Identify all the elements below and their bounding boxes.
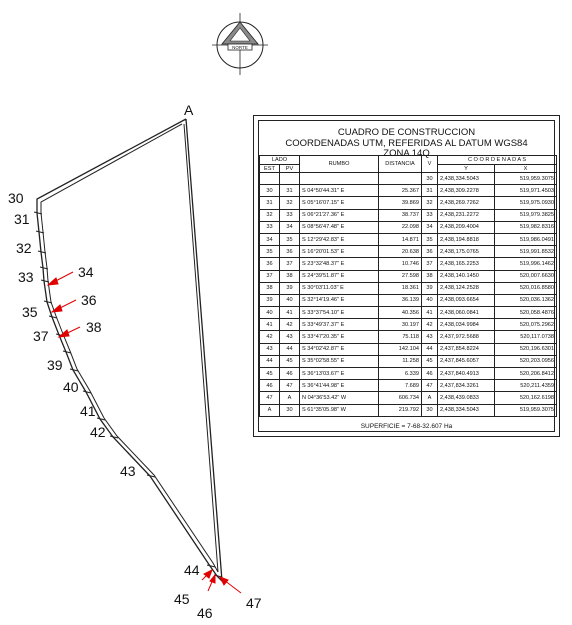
cell-est: 35 [260, 246, 280, 258]
cell-x: 520,211.4359 [495, 380, 557, 392]
cell-v: 39 [422, 282, 438, 294]
cell-dist: 22.098 [379, 221, 422, 233]
cell-y: 2,438,034.9984 [438, 319, 495, 331]
cell-rumbo: S 24°39'51.87" E [300, 270, 379, 282]
cell-est: 42 [260, 331, 280, 343]
cell-est: 34 [260, 233, 280, 245]
cell-pv: 35 [280, 233, 300, 245]
cell-y: 2,438,060.0841 [438, 307, 495, 319]
cell-y: 2,438,124.2528 [438, 282, 495, 294]
cell-dist: 39.869 [379, 197, 422, 209]
header-coordenadas: C O O R D E N A D A S [438, 156, 557, 165]
construction-table [258, 120, 555, 432]
cell-pv: 40 [280, 294, 300, 306]
cell-x: 519,986.0491 [495, 233, 557, 245]
cell-x: 520,203.0956 [495, 355, 557, 367]
north-label: NORTE [232, 45, 248, 50]
cell-est: 32 [260, 209, 280, 221]
cell-x: 519,979.3825 [495, 209, 557, 221]
vertex-label-39: 39 [47, 357, 63, 373]
leader-arrows [48, 272, 241, 593]
cell-est: 31 [260, 197, 280, 209]
cell-est: 40 [260, 307, 280, 319]
cell-y: 2,437,854.8224 [438, 343, 495, 355]
cell-x: 520,196.6301 [495, 343, 557, 355]
cell-est: 46 [260, 380, 280, 392]
table-row [260, 209, 557, 221]
vertex-label-43: 43 [120, 463, 136, 479]
cell-v: 44 [422, 343, 438, 355]
cell-dist: 30.197 [379, 319, 422, 331]
cell-rumbo: S 30°03'11.03" E [300, 282, 379, 294]
table-row [260, 404, 557, 416]
cell-v: 32 [422, 197, 438, 209]
cell-v: 45 [422, 355, 438, 367]
cell-y: 2,438,309.2278 [438, 185, 495, 197]
cell-v: 36 [422, 246, 438, 258]
cell-v: 30 [422, 404, 438, 416]
cell-dist: 27.598 [379, 270, 422, 282]
cell-v: 43 [422, 331, 438, 343]
cell-pv: 39 [280, 282, 300, 294]
cell-y: 2,438,140.1450 [438, 270, 495, 282]
cell-rumbo: S 32°14'19.46" E [300, 294, 379, 306]
cell-est: 36 [260, 258, 280, 270]
table-row [260, 197, 557, 209]
cell-dist: 14.871 [379, 233, 422, 245]
vertex-label-32: 32 [16, 240, 32, 256]
vertex-label-42: 42 [90, 424, 106, 440]
table-title-line1: CUADRO DE CONSTRUCCION [337, 127, 476, 138]
cell-pv: 44 [280, 343, 300, 355]
cell-dist: 75.118 [379, 331, 422, 343]
cell-pv: 31 [280, 185, 300, 197]
cell-dist: 36.139 [379, 294, 422, 306]
cell-x: 520,058.4876 [495, 307, 557, 319]
cell-pv: 42 [280, 319, 300, 331]
cell-rumbo: S 33°49'37.37" E [300, 319, 379, 331]
cell-dist: 606.734 [379, 392, 422, 404]
cell-rumbo: S 08°56'47.48" E [300, 221, 379, 233]
cell-y: 2,438,209.4004 [438, 221, 495, 233]
table-row [260, 343, 557, 355]
table-row [260, 380, 557, 392]
cell-pv: 38 [280, 270, 300, 282]
table-row [260, 185, 557, 197]
cell-dist: 11.258 [379, 355, 422, 367]
cell-y: 2,438,334.5043 [438, 173, 495, 185]
cell-rumbo: S 23°32'48.37" E [300, 258, 379, 270]
table-row [260, 319, 557, 331]
table-row-start [260, 173, 557, 185]
cell-rumbo: S 12°29'42.83" E [300, 233, 379, 245]
cell-est: 45 [260, 368, 280, 380]
header-v: V [422, 156, 438, 173]
vertex-label-40: 40 [63, 379, 79, 395]
cell-y: 2,438,194.8818 [438, 233, 495, 245]
cell-pv: 46 [280, 368, 300, 380]
cell-x: 519,959.3075 [495, 173, 557, 185]
cell-v: 40 [422, 294, 438, 306]
cell-v: 33 [422, 209, 438, 221]
cell-est: 44 [260, 355, 280, 367]
cell-x: 520,016.8580 [495, 282, 557, 294]
cell-est: 38 [260, 282, 280, 294]
cell-pv: 32 [280, 197, 300, 209]
vertex-label-46: 46 [197, 605, 213, 621]
table-row [260, 221, 557, 233]
cell-rumbo: S 06°21'27.36" E [300, 209, 379, 221]
cell-v: 41 [422, 307, 438, 319]
cell-est: 47 [260, 392, 280, 404]
vertex-label-44: 44 [184, 562, 200, 578]
cell-rumbo: S 34°02'42.87" E [300, 343, 379, 355]
vertex-label-34: 34 [78, 264, 94, 280]
cell-dist: 20.638 [379, 246, 422, 258]
vertex-label-41: 41 [80, 403, 96, 419]
cell-rumbo: N 04°36'53.42" W [300, 392, 379, 404]
cell-rumbo: S 16°20'01.53" E [300, 246, 379, 258]
cell-x: 520,007.6630 [495, 270, 557, 282]
cell-rumbo: S 33°37'54.10" E [300, 307, 379, 319]
cell-est: A [260, 404, 280, 416]
cell-est: 30 [260, 185, 280, 197]
cell-v: 38 [422, 270, 438, 282]
cell-x: 519,996.1462 [495, 258, 557, 270]
cell-y: 2,437,845.6057 [438, 355, 495, 367]
cell-pv: 43 [280, 331, 300, 343]
cell-est: 33 [260, 221, 280, 233]
table-row [260, 233, 557, 245]
cell-pv: 33 [280, 209, 300, 221]
table-row [260, 294, 557, 306]
table-row [260, 368, 557, 380]
header-y: Y [438, 165, 495, 173]
parcel-boundary [37, 119, 222, 581]
cell-v: 34 [422, 221, 438, 233]
cell-dist: 18.361 [379, 282, 422, 294]
cell-dist: 6.339 [379, 368, 422, 380]
vertex-label-31: 31 [14, 211, 30, 227]
cell-pv: A [280, 392, 300, 404]
table-row [260, 355, 557, 367]
cell-x: 519,982.8316 [495, 221, 557, 233]
vertex-label-A: A [184, 102, 194, 118]
cell-y: 2,437,840.4913 [438, 368, 495, 380]
table-row [260, 282, 557, 294]
cell-v: 31 [422, 185, 438, 197]
cell-dist: 38.737 [379, 209, 422, 221]
cell-x: 520,075.2962 [495, 319, 557, 331]
cell-y: 2,438,231.2272 [438, 209, 495, 221]
cell-rumbo: S 61°35'05.98" W [300, 404, 379, 416]
cell-est: 39 [260, 294, 280, 306]
cell-pv: 47 [280, 380, 300, 392]
cell-v: A [422, 392, 438, 404]
vertex-label-35: 35 [22, 304, 38, 320]
superficie-label: SUPERFICIE = 7-68-32.607 Ha [360, 422, 453, 430]
cell-y: 2,438,093.6654 [438, 294, 495, 306]
cell-x: 520,036.1362 [495, 294, 557, 306]
cell-dist: 10.746 [379, 258, 422, 270]
vertex-label-30: 30 [8, 190, 24, 206]
cell-x: 519,991.8532 [495, 246, 557, 258]
cell-y: 2,437,972.5688 [438, 331, 495, 343]
vertex-label-33: 33 [18, 269, 34, 285]
cell-dist: 7.689 [379, 380, 422, 392]
north-arrow-icon [212, 13, 268, 75]
cell-v: 30 [422, 173, 438, 185]
cell-est: 43 [260, 343, 280, 355]
vertex-label-36: 36 [81, 292, 97, 308]
cell-y: 2,438,175.0765 [438, 246, 495, 258]
cell-y: 2,437,834.3261 [438, 380, 495, 392]
cell-pv: 36 [280, 246, 300, 258]
cell-pv: 30 [280, 404, 300, 416]
table-row [260, 331, 557, 343]
cell-pv: 34 [280, 221, 300, 233]
table-row [260, 307, 557, 319]
construction-table-frame [253, 115, 560, 437]
header-distancia: DISTANCIA [379, 156, 422, 173]
cell-pv: 45 [280, 355, 300, 367]
vertex-label-38: 38 [86, 319, 102, 335]
cell-est: 37 [260, 270, 280, 282]
table-row [260, 258, 557, 270]
cell-x: 520,117.0738 [495, 331, 557, 343]
cell-x: 520,206.8412 [495, 368, 557, 380]
cell-pv: 37 [280, 258, 300, 270]
header-pv: PV [280, 165, 300, 173]
cell-v: 47 [422, 380, 438, 392]
cell-y: 2,438,269.7262 [438, 197, 495, 209]
table-row [260, 270, 557, 282]
coordinates-table [259, 155, 557, 417]
cell-rumbo: S 33°47'20.35" E [300, 331, 379, 343]
cell-dist: 40.356 [379, 307, 422, 319]
cell-x: 519,971.4503 [495, 185, 557, 197]
header-rumbo: RUMBO [300, 156, 379, 173]
cell-v: 35 [422, 233, 438, 245]
cell-v: 46 [422, 368, 438, 380]
table-row [260, 392, 557, 404]
cell-x: 519,975.0930 [495, 197, 557, 209]
cell-y: 2,438,165.2253 [438, 258, 495, 270]
cell-dist: 219.792 [379, 404, 422, 416]
header-lado: LADO [260, 156, 300, 165]
vertex-label-37: 37 [33, 328, 49, 344]
cell-y: 2,438,334.5043 [438, 404, 495, 416]
cell-x: 519,959.3075 [495, 404, 557, 416]
construction-table-title [259, 121, 554, 159]
cell-rumbo: S 35°02'58.55" E [300, 355, 379, 367]
cell-x: 520,162.6198 [495, 392, 557, 404]
table-title-line3: ZONA 14Q [383, 148, 430, 159]
cell-rumbo: S 36°13'03.67" E [300, 368, 379, 380]
cell-est: 41 [260, 319, 280, 331]
cell-rumbo: S 04°50'44.31" E [300, 185, 379, 197]
cell-dist: 142.104 [379, 343, 422, 355]
cell-rumbo: S 05°16'07.15" E [300, 197, 379, 209]
vertex-label-47: 47 [246, 595, 262, 611]
cell-v: 37 [422, 258, 438, 270]
table-title-line2: COORDENADAS UTM, REFERIDAS AL DATUM WGS84 [285, 137, 528, 149]
vertex-label-45: 45 [174, 591, 190, 607]
cell-dist: 25.367 [379, 185, 422, 197]
cell-v: 42 [422, 319, 438, 331]
cell-rumbo: S 36°41'44.98" E [300, 380, 379, 392]
cell-y: 2,438,439.0833 [438, 392, 495, 404]
cell-pv: 41 [280, 307, 300, 319]
header-x: X [495, 165, 557, 173]
header-est: EST [260, 165, 280, 173]
table-row [260, 246, 557, 258]
